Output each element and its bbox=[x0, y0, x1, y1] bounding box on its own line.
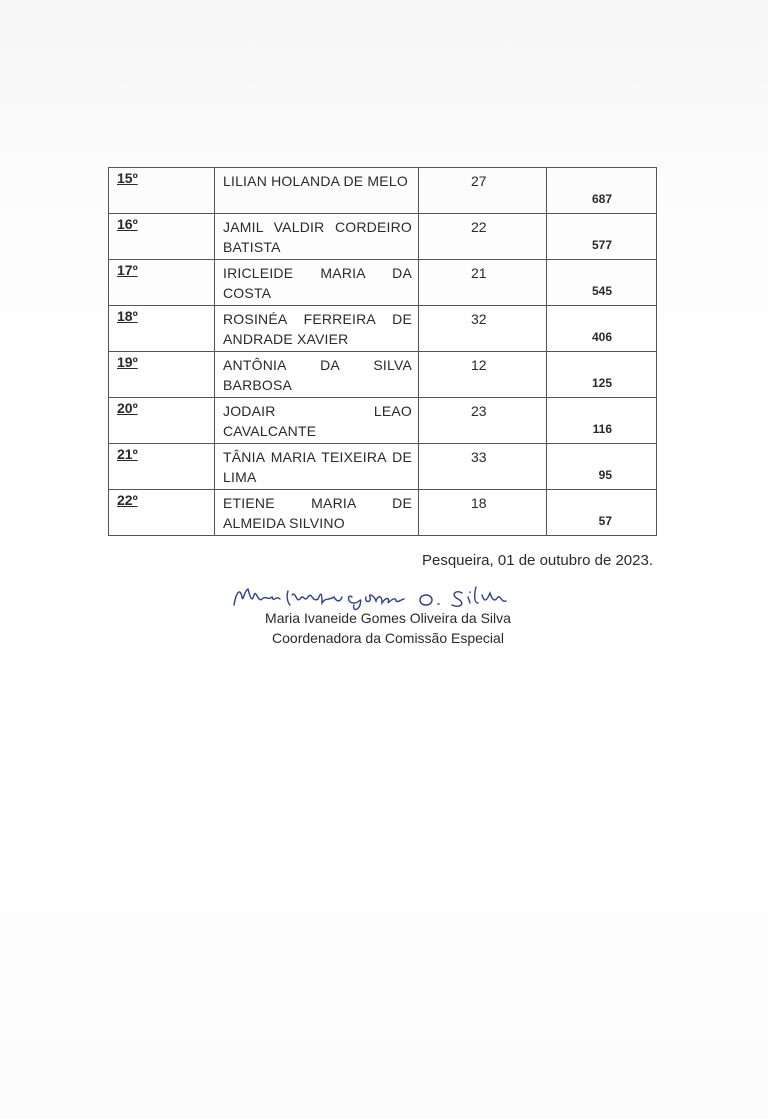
points-value: 125 bbox=[591, 376, 612, 390]
points-value: 687 bbox=[591, 192, 612, 206]
points-value: 577 bbox=[591, 238, 612, 252]
position-cell: 19º bbox=[109, 352, 215, 398]
name-cell: LILIAN HOLANDA DE MELO bbox=[215, 168, 419, 214]
signer-role: Coordenadora da Comissão Especial bbox=[272, 630, 504, 646]
age-cell: 22 bbox=[419, 214, 547, 260]
name-cell: IRICLEIDE MARIA DA COSTA bbox=[215, 260, 419, 306]
points-value: 406 bbox=[591, 330, 612, 344]
age-cell: 33 bbox=[419, 444, 547, 490]
table-row bbox=[109, 352, 657, 398]
position-cell: 18º bbox=[109, 306, 215, 352]
name-cell: ETIENE MARIA DE ALMEIDA SILVINO bbox=[215, 490, 419, 536]
points-cell bbox=[547, 444, 657, 490]
table-row bbox=[109, 490, 657, 536]
position-cell: 16º bbox=[109, 214, 215, 260]
points-cell bbox=[547, 306, 657, 352]
points-cell bbox=[547, 398, 657, 444]
points-value: 545 bbox=[591, 284, 612, 298]
age-cell: 18 bbox=[419, 490, 547, 536]
signer-name: Maria Ivaneide Gomes Oliveira da Silva bbox=[265, 610, 511, 626]
table-row bbox=[109, 168, 657, 214]
name-cell: TÂNIA MARIA TEIXEIRA DE LIMA bbox=[215, 444, 419, 490]
position-cell: 20º bbox=[109, 398, 215, 444]
position-cell: 15º bbox=[109, 168, 215, 214]
points-cell bbox=[547, 168, 657, 214]
table-row bbox=[109, 214, 657, 260]
age-cell: 12 bbox=[419, 352, 547, 398]
name-cell: ANTÔNIA DA SILVA BARBOSA bbox=[215, 352, 419, 398]
points-cell bbox=[547, 214, 657, 260]
table-row bbox=[109, 398, 657, 444]
points-value: 57 bbox=[598, 514, 612, 528]
position-cell: 17º bbox=[109, 260, 215, 306]
age-cell: 27 bbox=[419, 168, 547, 214]
ranking-table bbox=[108, 167, 657, 536]
signer-block bbox=[260, 608, 516, 648]
date-line: Pesqueira, 01 de outubro de 2023. bbox=[421, 552, 653, 569]
position-cell: 22º bbox=[109, 490, 215, 536]
points-cell bbox=[547, 352, 657, 398]
age-cell: 23 bbox=[419, 398, 547, 444]
points-value: 116 bbox=[592, 422, 612, 436]
name-cell: ROSINÉA FERREIRA DE ANDRADE XAVIER bbox=[215, 306, 419, 352]
table-row bbox=[109, 306, 657, 352]
points-cell bbox=[547, 260, 657, 306]
table-row bbox=[109, 260, 657, 306]
name-cell: JAMIL VALDIR CORDEIRO BATISTA bbox=[215, 214, 419, 260]
points-cell bbox=[547, 490, 657, 536]
points-value: 95 bbox=[598, 468, 612, 482]
age-cell: 21 bbox=[419, 260, 547, 306]
age-cell: 32 bbox=[419, 306, 547, 352]
table-row bbox=[109, 444, 657, 490]
position-cell: 21º bbox=[109, 444, 215, 490]
name-cell: JODAIR LEAO CAVALCANTE bbox=[215, 398, 419, 444]
